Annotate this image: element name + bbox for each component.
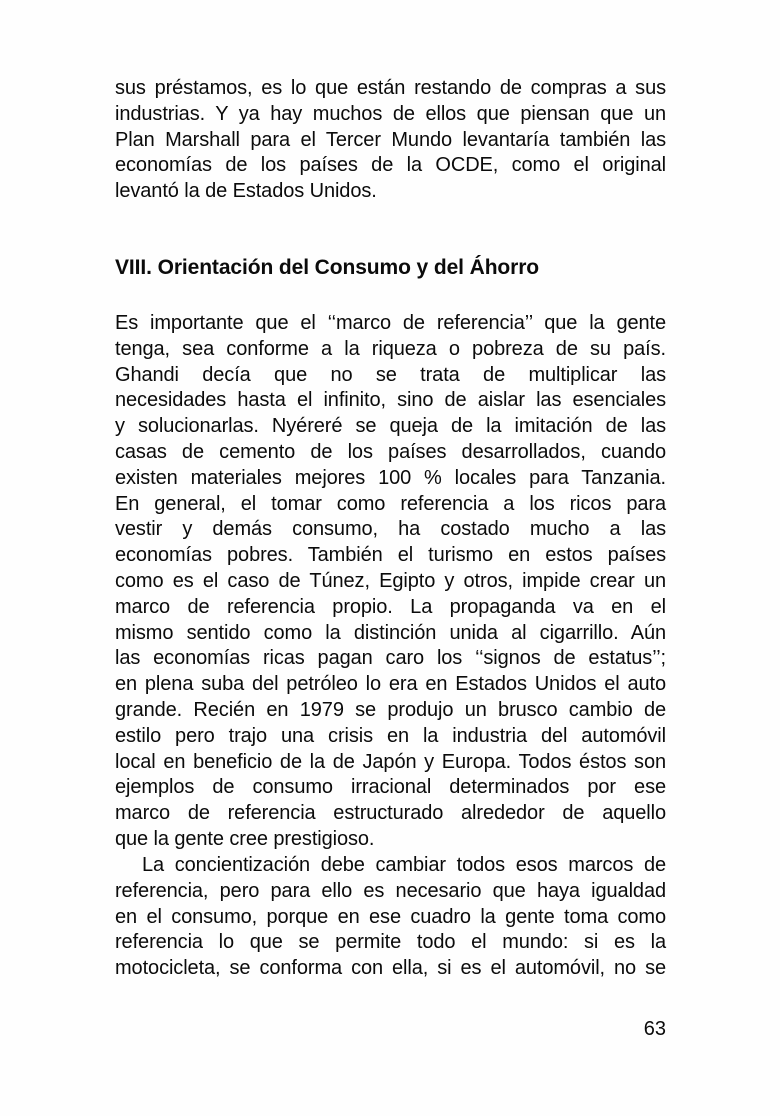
text-line: necesidades hasta el infinito, sino de aislar las esenciales <box>115 389 666 412</box>
text-line: referencia lo que se permite todo el mundo: si es la <box>115 931 666 954</box>
text-line: ejemplos de consumo irracional determinados por ese <box>115 776 666 799</box>
text-line: marco de referencia propio. La propaganda va en el <box>115 595 666 618</box>
text-line: en plena suba del petróleo lo era en Estados Unidos el auto <box>115 673 666 696</box>
text-line: Ghandi decía que no se trata de multiplicar las <box>115 363 666 386</box>
text-line: industrias. Y ya hay muchos de ellos que piensan que un <box>115 102 666 125</box>
text-line: La concientización debe cambiar todos esos marcos de <box>142 854 666 876</box>
text-line: y solucionarlas. Nyéreré se queja de la imitación de las <box>115 415 666 438</box>
section-heading: VIII. Orientación del Consumo y del Áhorro <box>115 256 540 279</box>
text-line: en el consumo, porque en ese cuadro la gente toma como <box>115 905 666 928</box>
text-line: grande. Recién en 1979 se produjo un brusco cambio de <box>115 698 666 721</box>
text-line: las economías ricas pagan caro los ‘‘signos de estatus’’; <box>115 647 666 670</box>
text-line: sus préstamos, es lo que están restando de compras a sus <box>115 77 666 99</box>
text-line: que la gente cree prestigioso. <box>115 827 375 850</box>
text-line: estilo pero trajo una crisis en la industria del automóvil <box>115 724 666 747</box>
text-line: como es el caso de Túnez, Egipto y otros, impide crear un <box>115 569 666 592</box>
text-line: Es importante que el ‘‘marco de referencia’’ que la gente <box>115 312 666 334</box>
text-line: existen materiales mejores 100 % locales para Tanzania. <box>115 466 666 489</box>
text-line: mismo sentido como la distinción unida al cigarrillo. Aún <box>115 621 666 644</box>
paragraph-main <box>115 311 666 853</box>
text-line: economías pobres. También el turismo en estos países <box>115 544 666 567</box>
text-line: casas de cemento de los países desarrollados, cuando <box>115 440 666 463</box>
paragraph-final <box>115 853 666 982</box>
paragraph-continuation <box>115 76 666 205</box>
text-line: motocicleta, se conforma con ella, si es el automóvil, no se <box>115 957 666 980</box>
text-line: local en beneficio de la de Japón y Europa. Todos éstos son <box>115 750 666 773</box>
text-line: marco de referencia estructurado alrededor de aquello <box>115 802 666 825</box>
text-line: levantó la de Estados Unidos. <box>115 180 377 203</box>
text-line: vestir y demás consumo, ha costado mucho a las <box>115 518 666 541</box>
text-line: economías de los países de la OCDE, como el original <box>115 154 666 177</box>
text-line: tenga, sea conforme a la riqueza o pobreza de su país. <box>115 337 666 360</box>
text-line: Plan Marshall para el Tercer Mundo levantaría también las <box>115 128 666 151</box>
page-number: 63 <box>643 1018 666 1040</box>
text-line: referencia, pero para ello es necesario que haya igualdad <box>115 879 666 902</box>
text-line: En general, el tomar como referencia a los ricos para <box>115 492 666 515</box>
